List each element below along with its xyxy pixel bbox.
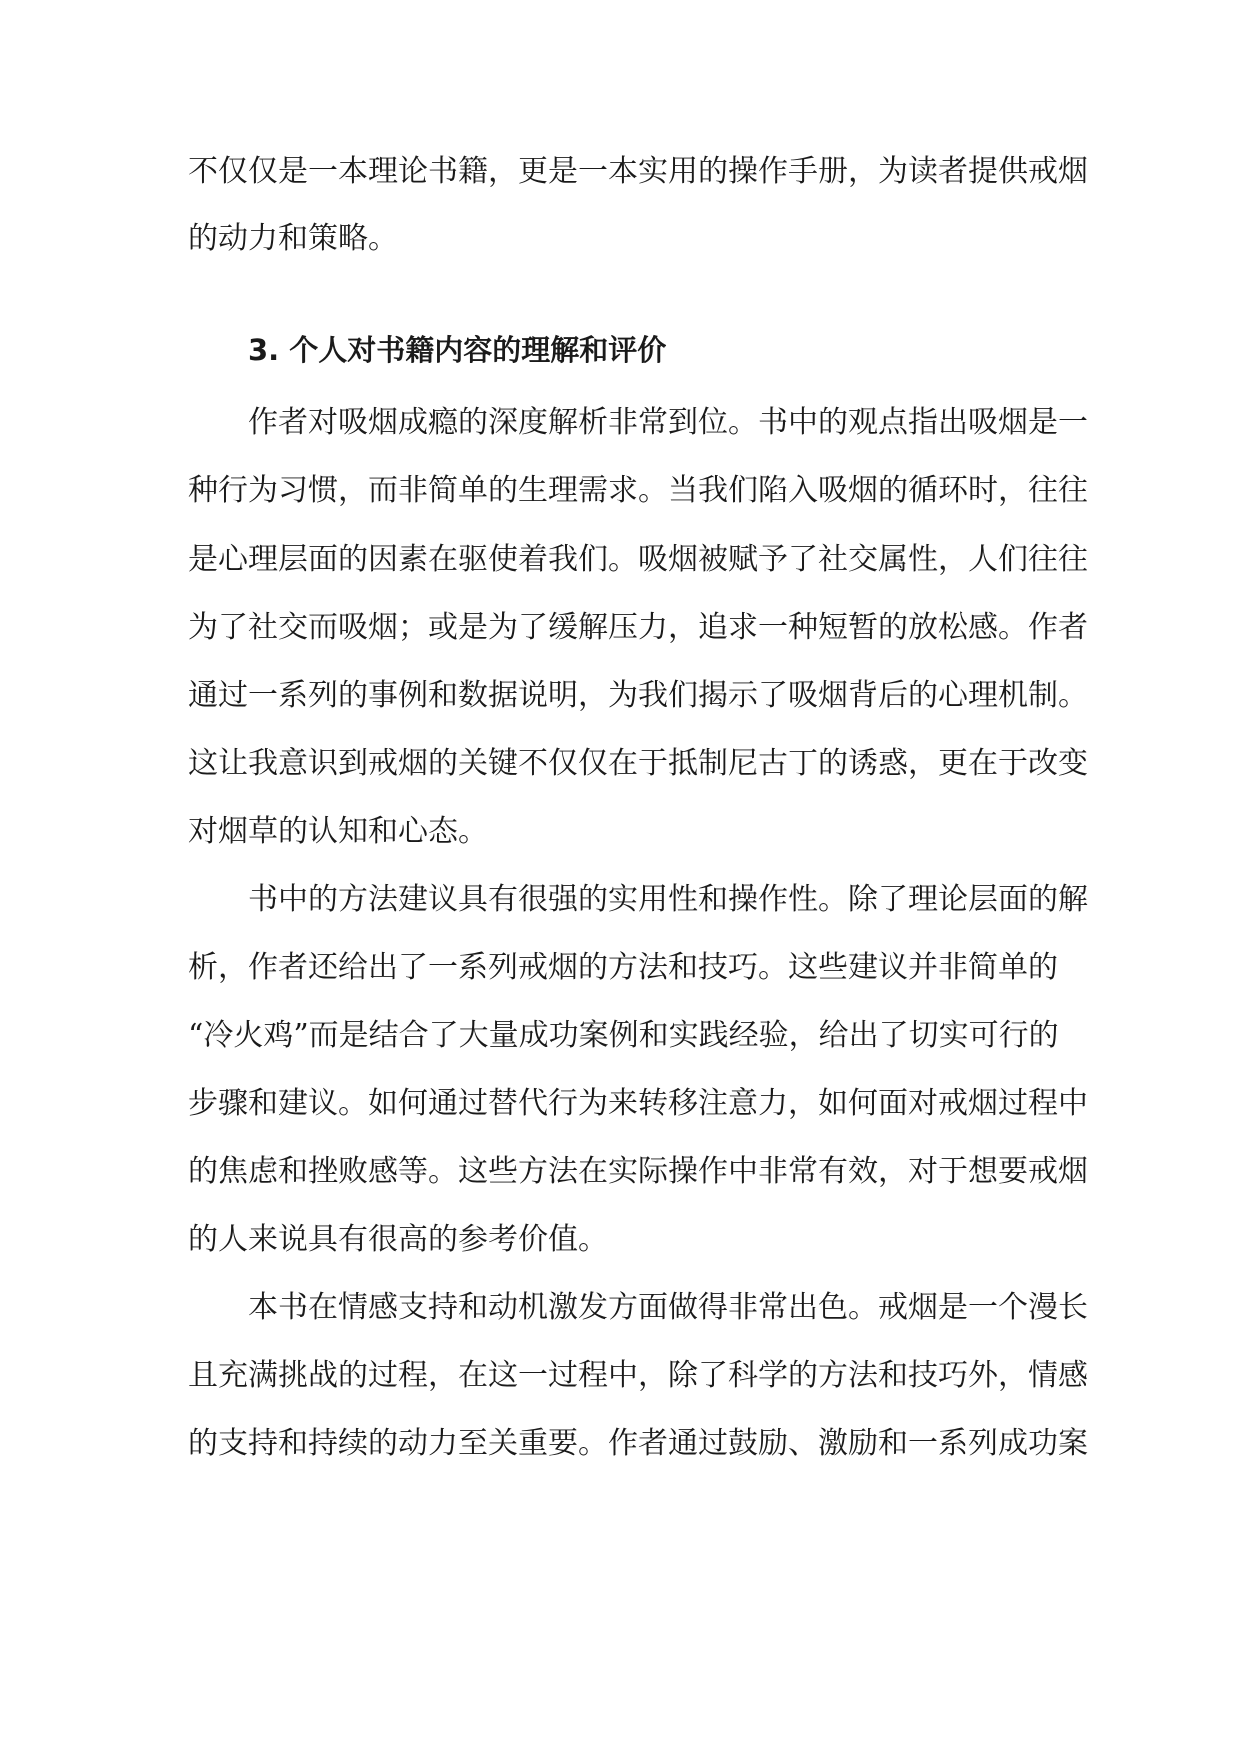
section-heading: 3. 个人对书籍内容的理解和评价	[248, 333, 667, 367]
text-line: 种行为习惯，而非简单的生理需求。当我们陷入吸烟的循环时，往往	[188, 473, 1088, 508]
text-line: 不仅仅是一本理论书籍，更是一本实用的操作手册，为读者提供戒烟	[188, 154, 1088, 189]
paragraph-first-line: 作者对吸烟成瘾的深度解析非常到位。书中的观点指出吸烟是一	[248, 405, 1088, 440]
text-line: 析，作者还给出了一系列戒烟的方法和技巧。这些建议并非简单的	[188, 950, 1058, 985]
paragraph-first-line: 书中的方法建议具有很强的实用性和操作性。除了理论层面的解	[248, 882, 1088, 917]
text-line: 的支持和持续的动力至关重要。作者通过鼓励、激励和一系列成功案	[188, 1426, 1088, 1461]
text-line: 对烟草的认知和心态。	[188, 814, 488, 849]
text-line: “冷火鸡”而是结合了大量成功案例和实践经验，给出了切实可行的	[188, 1018, 1059, 1053]
text-line: 通过一系列的事例和数据说明，为我们揭示了吸烟背后的心理机制。	[188, 678, 1088, 713]
text-line: 是心理层面的因素在驱使着我们。吸烟被赋予了社交属性，人们往往	[188, 542, 1088, 577]
text-line: 的人来说具有很高的参考价值。	[188, 1222, 608, 1257]
text-line: 的动力和策略。	[188, 221, 398, 256]
text-line: 这让我意识到戒烟的关键不仅仅在于抵制尼古丁的诱惑，更在于改变	[188, 746, 1088, 781]
paragraph-first-line: 本书在情感支持和动机激发方面做得非常出色。戒烟是一个漫长	[248, 1290, 1088, 1325]
text-line: 步骤和建议。如何通过替代行为来转移注意力，如何面对戒烟过程中	[188, 1086, 1088, 1121]
text-line: 的焦虑和挫败感等。这些方法在实际操作中非常有效，对于想要戒烟	[188, 1154, 1088, 1189]
text-line: 为了社交而吸烟；或是为了缓解压力，追求一种短暂的放松感。作者	[188, 610, 1088, 645]
text-line: 且充满挑战的过程，在这一过程中，除了科学的方法和技巧外，情感	[188, 1358, 1088, 1393]
